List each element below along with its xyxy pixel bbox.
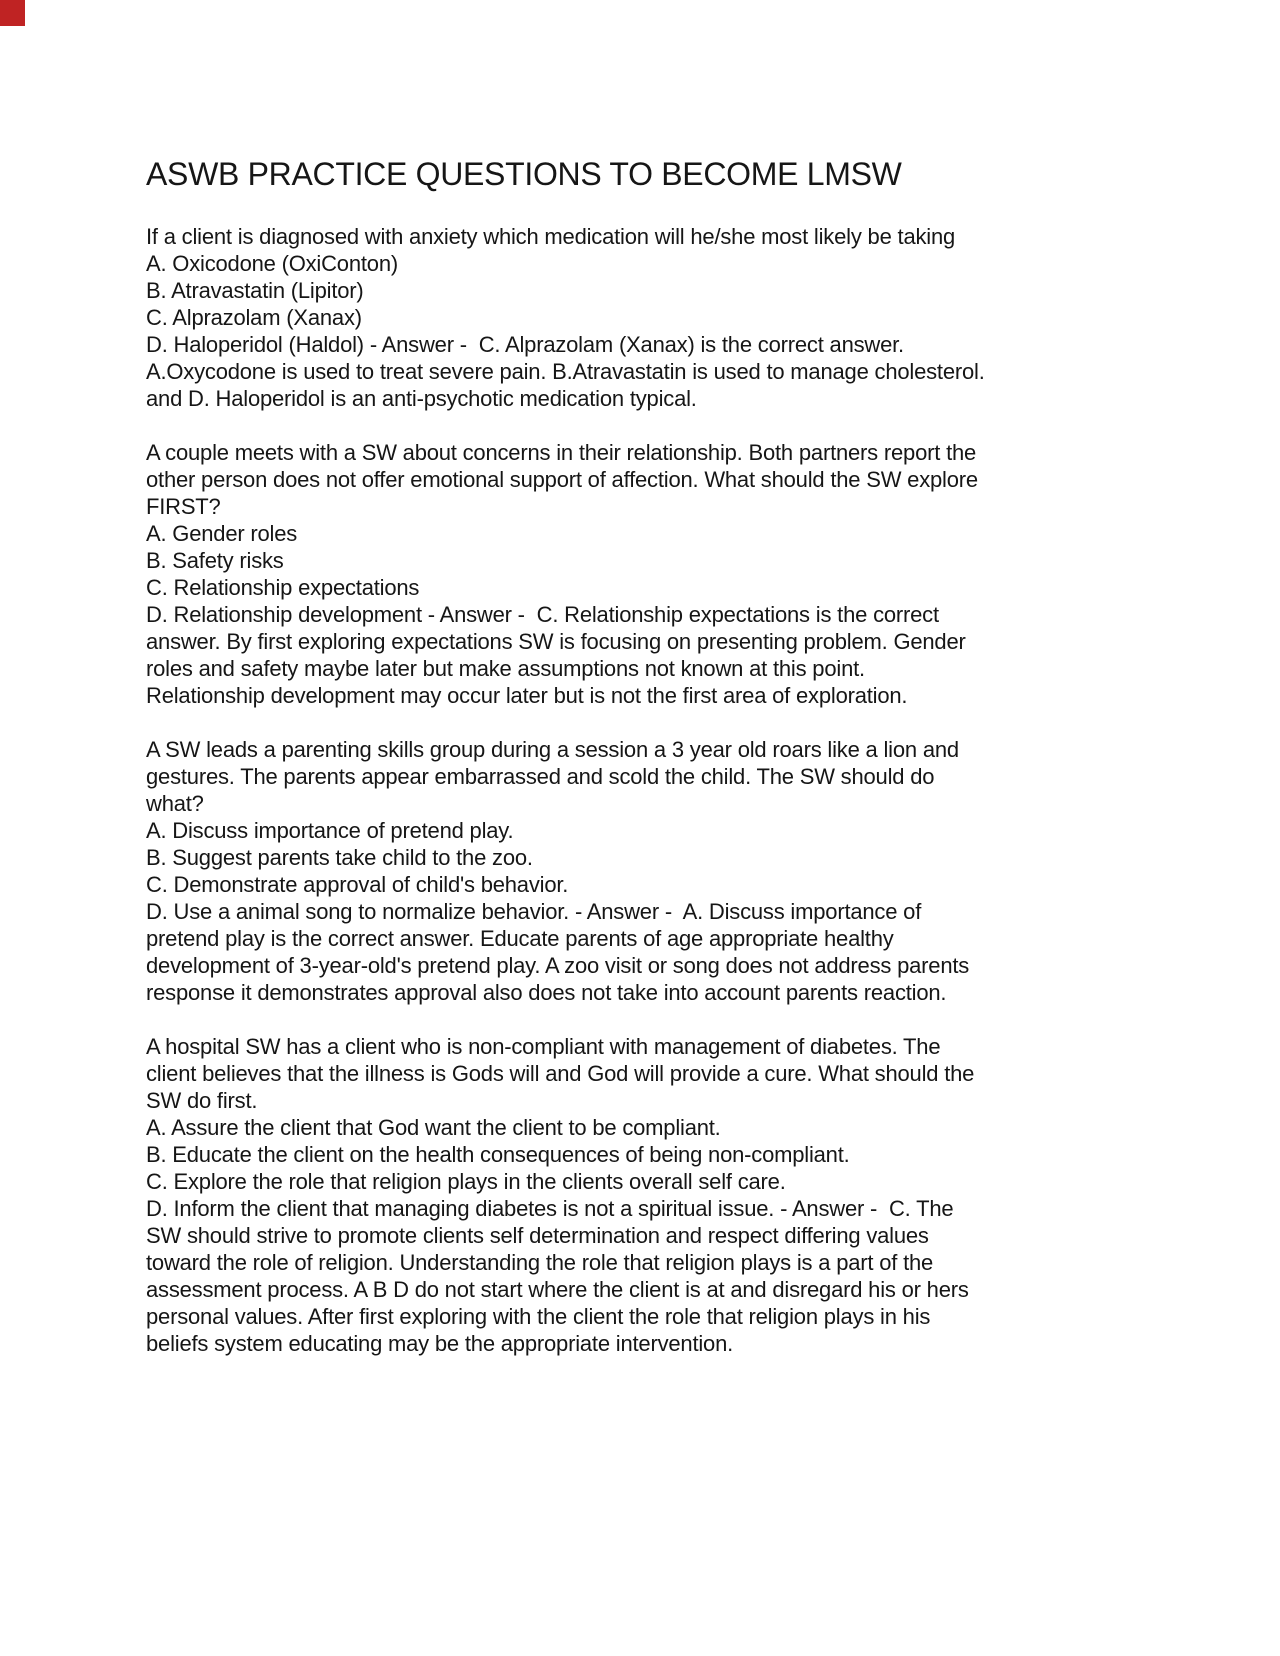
question-line: A. Oxicodone (OxiConton) <box>146 251 398 276</box>
question-line: SW should strive to promote clients self determination and respect differing values <box>146 1223 929 1248</box>
question-line: response it demonstrates approval also does not take into account parents reaction. <box>146 980 947 1005</box>
question-line: roles and safety maybe later but make assumptions not known at this point. <box>146 656 865 681</box>
question-line: and D. Haloperidol is an anti-psychotic medication typical. <box>146 386 697 411</box>
question-paragraph <box>146 736 1146 1006</box>
question-paragraph <box>146 1033 1146 1357</box>
question-line: A. Discuss importance of pretend play. <box>146 818 514 843</box>
question-line: beliefs system educating may be the appropriate intervention. <box>146 1331 734 1356</box>
page-title: ASWB PRACTICE QUESTIONS TO BECOME LMSW <box>146 156 902 192</box>
question-line: D. Haloperidol (Haldol) - Answer - C. Alprazolam (Xanax) is the correct answer. <box>146 332 904 357</box>
question-line: A couple meets with a SW about concerns in their relationship. Both partners report the <box>146 440 977 465</box>
question-line: gestures. The parents appear embarrassed and scold the child. The SW should do <box>146 764 935 789</box>
question-line: A SW leads a parenting skills group during a session a 3 year old roars like a lion and <box>146 737 959 762</box>
question-line: personal values. After first exploring with the client the role that religion plays in his <box>146 1304 931 1329</box>
page-corner-marker <box>0 0 25 26</box>
question-line: B. Educate the client on the health consequences of being non-compliant. <box>146 1142 850 1167</box>
question-line: B. Safety risks <box>146 548 284 573</box>
question-line: other person does not offer emotional support of affection. What should the SW explore <box>146 467 978 492</box>
question-line: FIRST? <box>146 494 221 519</box>
question-line: C. Explore the role that religion plays in the clients overall self care. <box>146 1169 786 1194</box>
question-line: B. Suggest parents take child to the zoo. <box>146 845 533 870</box>
question-paragraph <box>146 439 1146 709</box>
question-line: toward the role of religion. Understanding the role that religion plays is a part of the <box>146 1250 934 1275</box>
question-line: C. Demonstrate approval of child's behavior. <box>146 872 569 897</box>
question-line: C. Alprazolam (Xanax) <box>146 305 362 330</box>
question-line: pretend play is the correct answer. Educate parents of age appropriate healthy <box>146 926 894 951</box>
question-line: A hospital SW has a client who is non-compliant with management of diabetes. The <box>146 1034 941 1059</box>
questions-container <box>146 223 1146 1357</box>
question-line: B. Atravastatin (Lipitor) <box>146 278 364 303</box>
question-line: what? <box>146 791 204 816</box>
question-line: D. Use a animal song to normalize behavior. - Answer - A. Discuss importance of <box>146 899 922 924</box>
page-content <box>146 156 1146 1357</box>
question-line: assessment process. A B D do not start where the client is at and disregard his or hers <box>146 1277 969 1302</box>
question-line: answer. By first exploring expectations SW is focusing on presenting problem. Gender <box>146 629 966 654</box>
question-line: A. Assure the client that God want the client to be compliant. <box>146 1115 721 1140</box>
question-line: D. Inform the client that managing diabetes is not a spiritual issue. - Answer - C. The <box>146 1196 954 1221</box>
question-paragraph <box>146 223 1146 412</box>
question-line: C. Relationship expectations <box>146 575 420 600</box>
question-line: A. Gender roles <box>146 521 298 546</box>
question-line: SW do first. <box>146 1088 258 1113</box>
question-line: client believes that the illness is Gods will and God will provide a cure. What should the <box>146 1061 975 1086</box>
question-line: development of 3-year-old's pretend play. A zoo visit or song does not address parents <box>146 953 970 978</box>
question-line: A.Oxycodone is used to treat severe pain. B.Atravastatin is used to manage cholesterol. <box>146 359 985 384</box>
question-line: Relationship development may occur later but is not the first area of exploration. <box>146 683 908 708</box>
question-line: If a client is diagnosed with anxiety which medication will he/she most likely be taking <box>146 224 956 249</box>
question-line: D. Relationship development - Answer - C. Relationship expectations is the correct <box>146 602 939 627</box>
